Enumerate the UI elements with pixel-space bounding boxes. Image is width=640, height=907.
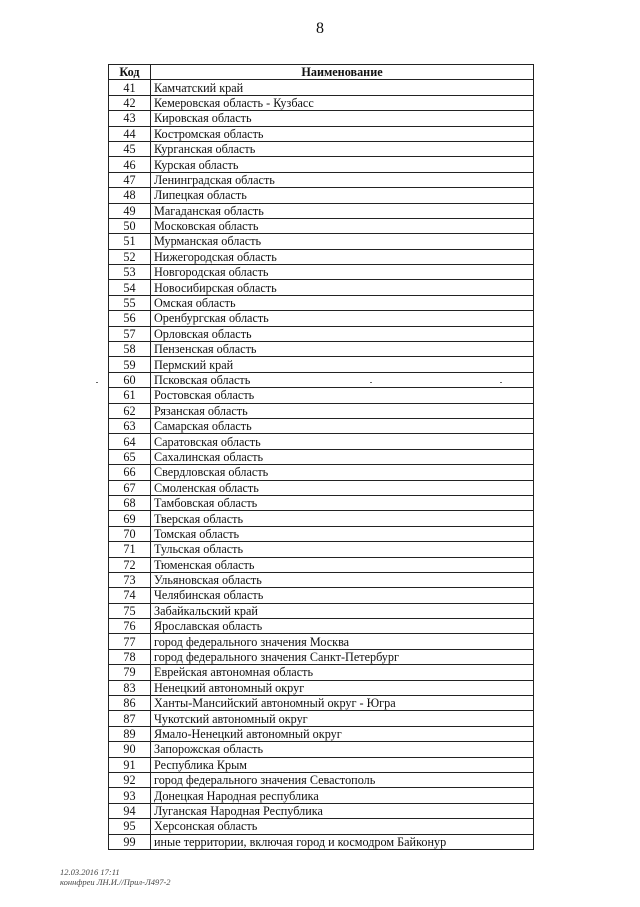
region-code: 92 (109, 772, 151, 787)
region-code: 95 (109, 819, 151, 834)
table-row (109, 726, 534, 741)
region-name: Костромская область (151, 126, 534, 141)
table-row (109, 588, 534, 603)
region-code: 70 (109, 526, 151, 541)
region-name: Ростовская область (151, 388, 534, 403)
regions-table (108, 64, 534, 850)
region-name: Тамбовская область (151, 495, 534, 510)
region-code: 86 (109, 696, 151, 711)
table-row (109, 434, 534, 449)
scan-speck (500, 382, 502, 383)
region-code: 47 (109, 172, 151, 187)
region-code: 76 (109, 619, 151, 634)
region-code: 74 (109, 588, 151, 603)
table-row (109, 680, 534, 695)
region-name: Ульяновская область (151, 572, 534, 587)
table-row (109, 511, 534, 526)
region-code: 62 (109, 403, 151, 418)
region-code: 60 (109, 372, 151, 387)
region-name: город федерального значения Санкт-Петербург (151, 649, 534, 664)
table-row (109, 803, 534, 818)
region-name: Томская область (151, 526, 534, 541)
table-row (109, 249, 534, 264)
region-name: город федерального значения Севастополь (151, 772, 534, 787)
region-name: Запорожская область (151, 742, 534, 757)
table-row (109, 834, 534, 849)
table-row (109, 634, 534, 649)
table-row (109, 141, 534, 156)
region-code: 48 (109, 188, 151, 203)
table-row (109, 265, 534, 280)
table-row (109, 711, 534, 726)
region-name: Сахалинская область (151, 449, 534, 464)
region-code: 71 (109, 542, 151, 557)
region-code: 67 (109, 480, 151, 495)
region-name: Мурманская область (151, 234, 534, 249)
table-row (109, 326, 534, 341)
region-name: Тюменская область (151, 557, 534, 572)
region-name: Оренбургская область (151, 311, 534, 326)
region-code: 63 (109, 418, 151, 433)
table-row (109, 188, 534, 203)
region-code: 94 (109, 803, 151, 818)
region-name: Нижегородская область (151, 249, 534, 264)
table-row (109, 111, 534, 126)
region-code: 50 (109, 218, 151, 233)
region-code: 91 (109, 757, 151, 772)
table-row (109, 280, 534, 295)
region-name: Республика Крым (151, 757, 534, 772)
table-row (109, 126, 534, 141)
table-row (109, 234, 534, 249)
region-name: город федерального значения Москва (151, 634, 534, 649)
region-code: 53 (109, 265, 151, 280)
table-row (109, 772, 534, 787)
region-code: 51 (109, 234, 151, 249)
region-name: Ямало-Ненецкий автономный округ (151, 726, 534, 741)
region-name: иные территории, включая город и космодром Байконур (151, 834, 534, 849)
table-row (109, 157, 534, 172)
region-code: 52 (109, 249, 151, 264)
table-row (109, 295, 534, 310)
table-row (109, 480, 534, 495)
table-row (109, 80, 534, 95)
region-name: Рязанская область (151, 403, 534, 418)
table-row (109, 311, 534, 326)
table-row (109, 403, 534, 418)
table-row (109, 218, 534, 233)
region-code: 44 (109, 126, 151, 141)
scan-speck (96, 382, 98, 383)
region-code: 65 (109, 449, 151, 464)
table-row (109, 742, 534, 757)
region-code: 57 (109, 326, 151, 341)
region-name: Ленинградская область (151, 172, 534, 187)
table-row (109, 788, 534, 803)
table-row (109, 372, 534, 387)
region-code: 58 (109, 342, 151, 357)
region-name: Камчатский край (151, 80, 534, 95)
region-name: Новгородская область (151, 265, 534, 280)
table-row (109, 342, 534, 357)
region-code: 87 (109, 711, 151, 726)
page-number: 8 (316, 20, 324, 37)
region-name: Чукотский автономный округ (151, 711, 534, 726)
region-name: Самарская область (151, 418, 534, 433)
table-row (109, 757, 534, 772)
region-code: 43 (109, 111, 151, 126)
table-row (109, 572, 534, 587)
region-code: 64 (109, 434, 151, 449)
region-code: 61 (109, 388, 151, 403)
table-row (109, 665, 534, 680)
region-name: Тверская область (151, 511, 534, 526)
region-name: Саратовская область (151, 434, 534, 449)
region-code: 68 (109, 495, 151, 510)
region-code: 90 (109, 742, 151, 757)
region-name: Орловская область (151, 326, 534, 341)
region-code: 93 (109, 788, 151, 803)
table-row (109, 172, 534, 187)
table-row (109, 357, 534, 372)
region-name: Забайкальский край (151, 603, 534, 618)
region-code: 41 (109, 80, 151, 95)
region-code: 46 (109, 157, 151, 172)
region-name: Донецкая Народная республика (151, 788, 534, 803)
region-name: Курганская область (151, 141, 534, 156)
region-code: 56 (109, 311, 151, 326)
region-code: 54 (109, 280, 151, 295)
table-row (109, 495, 534, 510)
scan-speck (370, 382, 372, 383)
region-code: 75 (109, 603, 151, 618)
region-name: Московская область (151, 218, 534, 233)
table-row (109, 526, 534, 541)
region-name: Кемеровская область - Кузбасс (151, 95, 534, 110)
region-name: Челябинская область (151, 588, 534, 603)
table-row (109, 557, 534, 572)
region-code: 45 (109, 141, 151, 156)
header-code: Код (109, 65, 151, 80)
region-name: Ненецкий автономный округ (151, 680, 534, 695)
header-name: Наименование (151, 65, 534, 80)
region-code: 73 (109, 572, 151, 587)
region-code: 83 (109, 680, 151, 695)
region-name: Еврейская автономная область (151, 665, 534, 680)
region-code: 66 (109, 465, 151, 480)
table-row (109, 388, 534, 403)
region-code: 69 (109, 511, 151, 526)
region-name: Новосибирская область (151, 280, 534, 295)
region-code: 89 (109, 726, 151, 741)
table-row (109, 418, 534, 433)
table-row (109, 203, 534, 218)
region-name: Херсонская область (151, 819, 534, 834)
region-name: Омская область (151, 295, 534, 310)
region-code: 78 (109, 649, 151, 664)
table-row (109, 619, 534, 634)
region-code: 42 (109, 95, 151, 110)
table-row (109, 696, 534, 711)
region-name: Свердловская область (151, 465, 534, 480)
region-code: 99 (109, 834, 151, 849)
region-code: 77 (109, 634, 151, 649)
region-name: Луганская Народная Республика (151, 803, 534, 818)
table-header-row (109, 65, 534, 80)
region-code: 72 (109, 557, 151, 572)
region-name: Курская область (151, 157, 534, 172)
table-row (109, 542, 534, 557)
region-name: Магаданская область (151, 203, 534, 218)
region-name: Псковская область (151, 372, 534, 387)
region-name: Смоленская область (151, 480, 534, 495)
table-row (109, 95, 534, 110)
region-name: Ханты-Мансийский автономный округ - Югра (151, 696, 534, 711)
region-code: 59 (109, 357, 151, 372)
table-row (109, 449, 534, 464)
region-code: 79 (109, 665, 151, 680)
table-row (109, 465, 534, 480)
stamp-line-2: коннфреи ЛН.И.//Прил-Л497-2 (60, 877, 171, 887)
region-name: Ярославская область (151, 619, 534, 634)
stamp-line-1: 12.03.2016 17:11 (60, 867, 120, 877)
table-body (109, 80, 534, 850)
table-row (109, 603, 534, 618)
print-stamp (60, 867, 171, 887)
region-code: 49 (109, 203, 151, 218)
region-name: Пермский край (151, 357, 534, 372)
region-name: Кировская область (151, 111, 534, 126)
table-row (109, 819, 534, 834)
region-code: 55 (109, 295, 151, 310)
table-row (109, 649, 534, 664)
region-name: Липецкая область (151, 188, 534, 203)
region-name: Тульская область (151, 542, 534, 557)
region-name: Пензенская область (151, 342, 534, 357)
